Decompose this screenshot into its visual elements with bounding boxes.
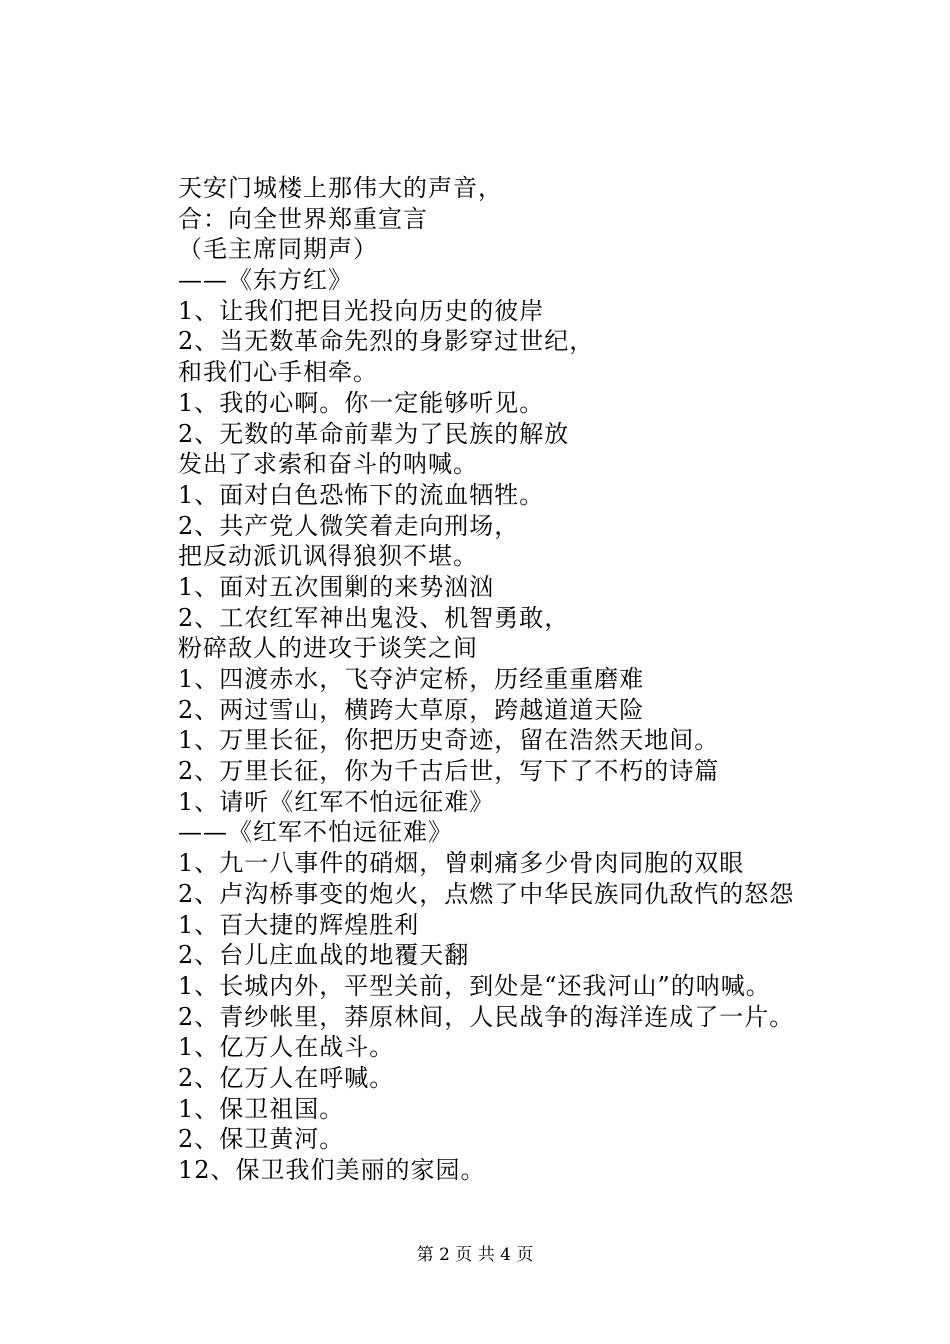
text-line: 1、面对五次围剿的来势汹汹: [178, 572, 495, 601]
text-line: 1、四渡赤水，飞夺泸定桥，历经重重磨难: [178, 665, 645, 693]
text-line: 粉碎敌人的进攻于谈笑之间: [178, 634, 478, 663]
text-line: 2、台儿庄血战的地覆天翻: [178, 941, 470, 970]
page-number-footer: 第 2 页 共 4 页: [416, 1245, 534, 1265]
text-line: 1、面对白色恐怖下的流血牺牲。: [178, 480, 545, 509]
text-line: 2、亿万人在呼喊。: [178, 1063, 395, 1092]
text-line: 1、我的心啊。你一定能够听见。: [178, 388, 545, 417]
text-line: 2、万里长征，你为千古后世，写下了不朽的诗篇: [178, 757, 720, 786]
text-line: 1、九一八事件的硝烟，曾刺痛多少骨肉同胞的双眼: [178, 849, 745, 878]
text-line: 2、卢沟桥事变的炮火，点燃了中华民族同仇敌忾的怒怨: [178, 879, 795, 908]
text-line: 1、长城内外，平型关前，到处是“还我河山”的呐喊。: [178, 971, 771, 1000]
document-body: [178, 173, 858, 1186]
text-line: 1、请听《红军不怕远征难》: [178, 787, 495, 816]
text-line: （毛主席同期声）: [178, 235, 378, 264]
text-line: 合：向全世界郑重宣言: [178, 204, 428, 233]
text-line: 2、保卫黄河。: [178, 1125, 345, 1154]
text-line: 把反动派讥讽得狼狈不堪。: [178, 542, 478, 571]
text-line: 和我们心手相牵。: [178, 358, 378, 387]
text-line: 12、保卫我们美丽的家园。: [178, 1156, 486, 1184]
text-line: 2、当无数革命先烈的身影穿过世纪，: [178, 327, 595, 356]
text-line: 1、保卫祖国。: [178, 1094, 345, 1123]
text-line: 发出了求索和奋斗的呐喊。: [178, 450, 478, 479]
text-line: 2、无数的革命前辈为了民族的解放: [178, 419, 570, 448]
text-line: ——《红军不怕远征难》: [178, 818, 453, 847]
text-line: 1、亿万人在战斗。: [178, 1033, 395, 1062]
text-line: 天安门城楼上那伟大的声音，: [178, 174, 503, 202]
text-line: 2、共产党人微笑着走向刑场，: [178, 511, 520, 540]
text-line: 2、两过雪山，横跨大草原，跨越道道天险: [178, 695, 645, 724]
text-line: 1、让我们把目光投向历史的彼岸: [178, 296, 545, 325]
text-line: ——《东方红》: [178, 266, 353, 295]
text-line: 2、青纱帐里，莽原林间，人民战争的海洋连成了一片。: [178, 1002, 795, 1031]
text-line: 1、百大捷的辉煌胜利: [178, 910, 420, 939]
text-line: 1、万里长征，你把历史奇迹，留在浩然天地间。: [178, 726, 720, 755]
text-line: 2、工农红军神出鬼没、机智勇敢，: [178, 603, 570, 632]
